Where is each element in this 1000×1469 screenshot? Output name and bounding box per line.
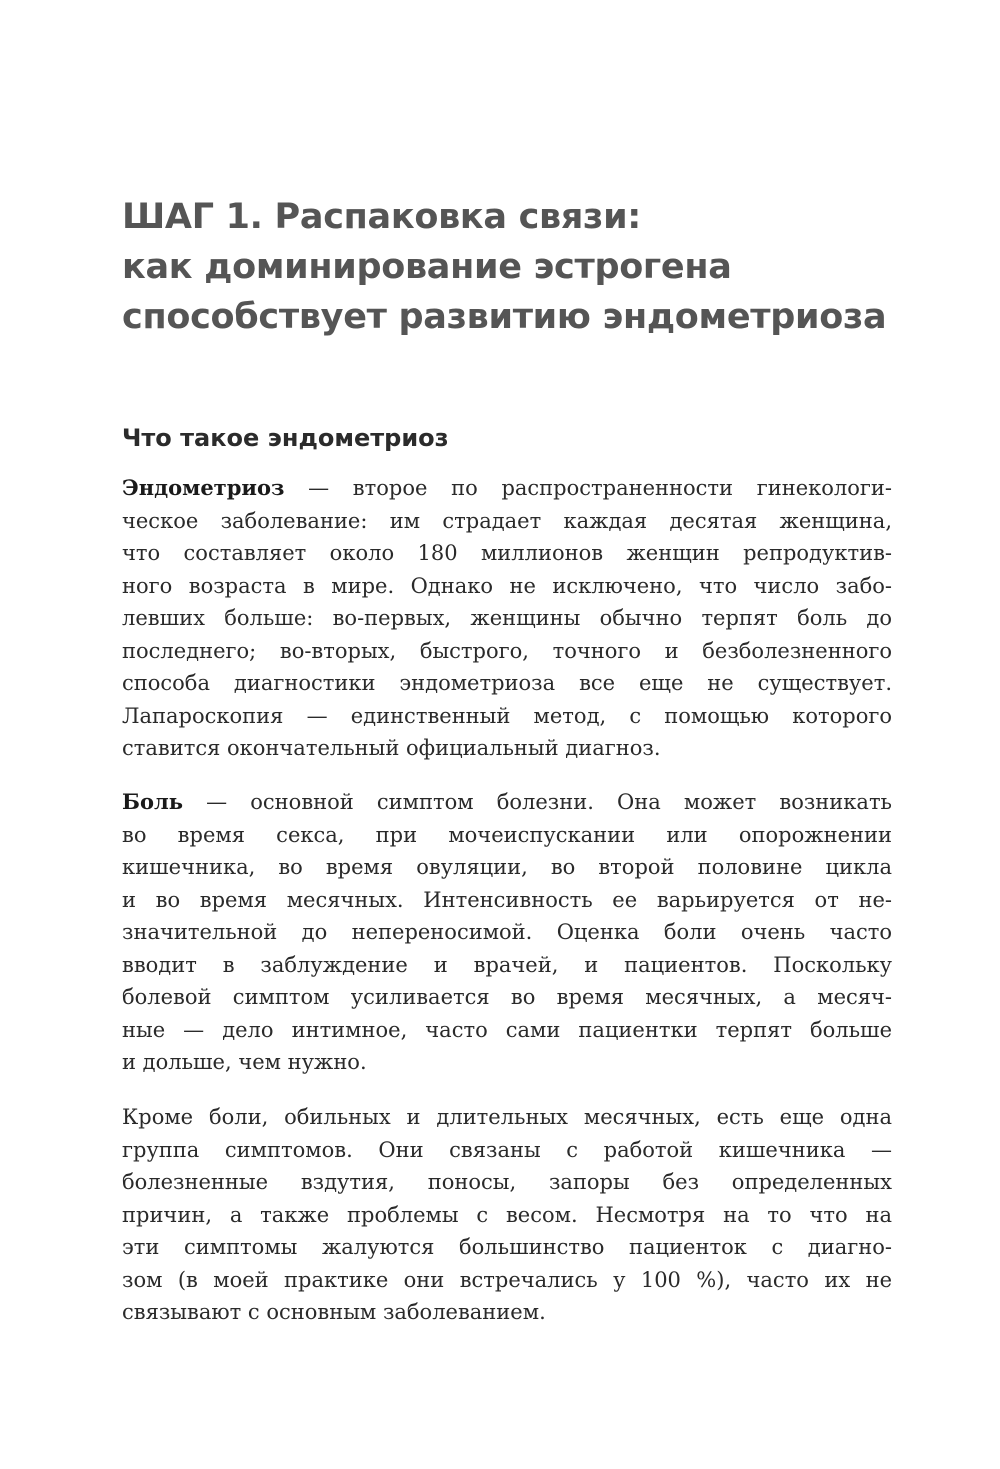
paragraph-line: ного возраста в мире. Однако не исключено, что число забо- [122, 573, 892, 598]
line-text: — второе по распространенности гинекологи- [284, 476, 892, 500]
paragraph-line: причин, а также проблемы с весом. Несмотря на то что на [122, 1202, 892, 1227]
paragraph-line: во время секса, при мочеиспускании или опорожнении [122, 822, 892, 847]
chapter-title-line: как доминирование эстрогена [122, 247, 732, 287]
paragraph-line: ческое заболевание: им страдает каждая десятая женщина, [122, 508, 892, 533]
section-heading: Что такое эндометриоз [122, 424, 449, 452]
paragraph-line [122, 472, 892, 505]
paragraph-line: вводит в заблуждение и врачей, и пациентов. Поскольку [122, 952, 892, 977]
paragraph-line: значительной до непереносимой. Оценка боли очень часто [122, 920, 892, 944]
paragraph-line: группа симптомов. Они связаны с работой кишечника — [122, 1137, 892, 1162]
paragraph-line: эти симптомы жалуются большинство пациенток с диагно- [122, 1235, 892, 1259]
paragraph-pain [122, 786, 892, 1079]
paragraph-line: что составляет около 180 миллионов женщин репродуктив- [122, 541, 892, 565]
paragraph-other-symptoms [122, 1101, 892, 1329]
paragraph-line: способа диагностики эндометриоза все еще не существует. [122, 671, 892, 695]
paragraph-line: кишечника, во время овуляции, во второй половине цикла [122, 855, 892, 879]
chapter-title-line: ШАГ 1. Распаковка связи: [122, 197, 641, 237]
term-endometriosis: Эндометриоз [122, 475, 285, 500]
paragraph-line: Кроме боли, обильных и длительных месячных, есть еще одна [122, 1105, 892, 1129]
term-pain: Боль [122, 789, 184, 814]
chapter-title [122, 192, 922, 342]
chapter-title-line: способствует развитию эндометриоза [122, 297, 887, 337]
paragraph-line: Лапароскопия — единственный метод, с помощью которого [122, 703, 892, 728]
paragraph-line: ставится окончательный официальный диагноз. [122, 736, 661, 760]
paragraph-line: и во время месячных. Интенсивность ее варьируется от не- [122, 887, 892, 912]
paragraph-line: ные — дело интимное, часто сами пациентки терпят больше [122, 1017, 892, 1042]
paragraph-line: связывают с основным заболеванием. [122, 1300, 546, 1324]
paragraph-line: последнего; во-вторых, быстрого, точного и безболезненного [122, 638, 892, 663]
paragraph-line: болевой симптом усиливается во время месячных, а месяч- [122, 985, 892, 1009]
paragraph-endometriosis [122, 472, 892, 765]
paragraph-line [122, 786, 892, 819]
paragraph-line: левших больше: во-первых, женщины обычно терпят боль до [122, 606, 892, 630]
paragraph-line: и дольше, чем нужно. [122, 1050, 367, 1074]
line-text: — основной симптом болезни. Она может возникать [183, 790, 892, 814]
paragraph-line: зом (в моей практике они встречались у 100 %), часто их не [122, 1267, 892, 1292]
paragraph-line: болезненные вздутия, поносы, запоры без определенных [122, 1170, 892, 1194]
